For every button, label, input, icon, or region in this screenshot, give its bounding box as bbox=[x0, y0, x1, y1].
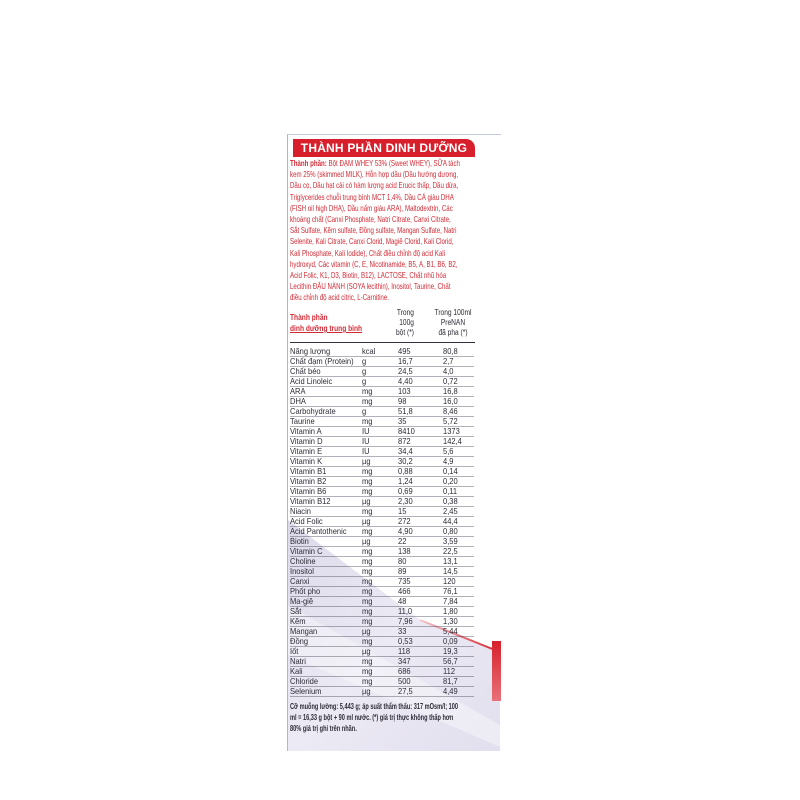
ingredients-line: hydroxyd, Các vitamin (C, E, Nicotinamide, B5, A, B1, B6, B2, bbox=[290, 258, 458, 269]
ingredients-line: (FISH oil high DHA), Dầu nấm giàu ARA), Maltodextrin, Các bbox=[290, 202, 453, 213]
value-per-100ml-prepared: 80,8 bbox=[443, 347, 458, 356]
value-per-100ml-prepared: 1,80 bbox=[443, 607, 458, 616]
header-divider bbox=[290, 342, 475, 343]
value-per-100ml-prepared: 14,5 bbox=[443, 567, 458, 576]
ingredients-line bbox=[290, 158, 460, 169]
nutrient-row bbox=[290, 647, 474, 657]
nutrition-label bbox=[287, 134, 501, 751]
value-per-100ml-prepared: 13,1 bbox=[443, 557, 458, 566]
nutrient-name: Vitamin B6 bbox=[290, 487, 327, 496]
value-per-100g-powder: 98 bbox=[398, 397, 407, 406]
value-per-100g-powder: 2,30 bbox=[398, 497, 413, 506]
nutrient-row bbox=[290, 667, 474, 677]
ingredients-line: Triglycerides chuỗi trung bình MCT 1,4%, Dầu CÁ giàu DHA bbox=[290, 191, 454, 202]
nutrient-row bbox=[290, 657, 474, 667]
nutrient-row bbox=[290, 607, 474, 617]
value-per-100g-powder: 80 bbox=[398, 557, 407, 566]
value-per-100ml-prepared: 120 bbox=[443, 577, 456, 586]
nutrient-unit: g bbox=[362, 377, 367, 386]
ingredients-line: Acid Folic, K1, D3, Biotin, B12), LACTOSE, Chất nhũ hóa bbox=[290, 269, 447, 280]
value-per-100ml-prepared: 0,72 bbox=[443, 377, 458, 386]
ingredients-paragraph bbox=[290, 158, 474, 303]
nutrient-unit: mg bbox=[362, 597, 373, 606]
nutrient-unit: mg bbox=[362, 507, 373, 516]
ingredients-line: Lecithin ĐẬU NÀNH (SOYA lecithin), Inositol, Taurine, Chất bbox=[290, 281, 451, 292]
value-per-100g-powder: 51,8 bbox=[398, 407, 413, 416]
nutrition-rows bbox=[290, 347, 474, 697]
nutrient-unit: IU bbox=[362, 437, 370, 446]
nutrient-row bbox=[290, 457, 474, 467]
nutrient-row bbox=[290, 567, 474, 577]
value-per-100ml-prepared: 5,6 bbox=[443, 447, 454, 456]
value-per-100ml-prepared: 2,7 bbox=[443, 357, 454, 366]
value-per-100g-powder: 138 bbox=[398, 547, 411, 556]
value-per-100ml-prepared: 81,7 bbox=[443, 677, 458, 686]
nutrient-name: Phốt pho bbox=[290, 587, 321, 596]
nutrient-unit: g bbox=[362, 367, 367, 376]
nutrient-row bbox=[290, 637, 474, 647]
nutrient-unit: mg bbox=[362, 667, 373, 676]
nutrient-name: Choline bbox=[290, 557, 316, 566]
nutrient-name: Iốt bbox=[290, 647, 299, 656]
value-per-100g-powder: 7,96 bbox=[398, 617, 413, 626]
nutrient-name: Carbohydrate bbox=[290, 407, 336, 416]
red-edge-strip bbox=[492, 641, 501, 701]
nutrient-unit: IU bbox=[362, 427, 370, 436]
value-per-100ml-prepared: 19,3 bbox=[443, 647, 458, 656]
nutrient-name: Sắt bbox=[290, 607, 302, 616]
ingredients-label: Thành phần: bbox=[290, 158, 327, 168]
table-header-name-line1: Thành phần bbox=[290, 312, 328, 322]
nutrient-unit: IU bbox=[362, 447, 370, 456]
nutrient-name: Canxi bbox=[290, 577, 310, 586]
nutrient-unit: mg bbox=[362, 567, 373, 576]
nutrient-row bbox=[290, 587, 474, 597]
nutrient-row bbox=[290, 347, 474, 357]
ingredients-line: khoáng chất (Canxi Phosphate, Natri Citrate, Canxi Citrate, bbox=[290, 213, 451, 224]
value-per-100g-powder: 33 bbox=[398, 627, 407, 636]
value-per-100g-powder: 0,53 bbox=[398, 637, 413, 646]
value-per-100g-powder: 466 bbox=[398, 587, 411, 596]
nutrient-name: Chất đạm (Protein) bbox=[290, 357, 354, 366]
nutrient-name: Vitamin E bbox=[290, 447, 323, 456]
nutrient-row bbox=[290, 377, 474, 387]
footnote bbox=[290, 701, 474, 734]
value-per-100ml-prepared: 142,4 bbox=[443, 437, 462, 446]
nutrient-name: Vitamin A bbox=[290, 427, 322, 436]
value-per-100ml-prepared: 0,80 bbox=[443, 527, 458, 536]
value-per-100g-powder: 272 bbox=[398, 517, 411, 526]
nutrient-name: Kẽm bbox=[290, 617, 306, 626]
value-per-100ml-prepared: 8,46 bbox=[443, 407, 458, 416]
nutrient-unit: µg bbox=[362, 687, 371, 696]
nutrient-name: Acid Folic bbox=[290, 517, 323, 526]
nutrient-name: Acid Linoleic bbox=[290, 377, 333, 386]
value-per-100ml-prepared: 5,44 bbox=[443, 627, 458, 636]
table-header-per-100g-powder bbox=[384, 308, 414, 338]
value-per-100g-powder: 22 bbox=[398, 537, 407, 546]
nutrient-name: Inositol bbox=[290, 567, 314, 576]
nutrient-unit: mg bbox=[362, 487, 373, 496]
table-header-per-100ml-prepared bbox=[428, 308, 478, 338]
value-per-100g-powder: 8410 bbox=[398, 427, 415, 436]
value-per-100ml-prepared: 4,9 bbox=[443, 457, 454, 466]
header-line: PreNAN bbox=[440, 318, 466, 327]
nutrient-unit: mg bbox=[362, 467, 373, 476]
header-line: bột (*) bbox=[395, 328, 414, 337]
nutrient-name: Niacin bbox=[290, 507, 311, 516]
value-per-100ml-prepared: 0,20 bbox=[443, 477, 458, 486]
value-per-100g-powder: 4,40 bbox=[398, 377, 413, 386]
nutrient-name: Acid Pantothenic bbox=[290, 527, 347, 536]
header-line: 100g bbox=[399, 318, 414, 327]
value-per-100g-powder: 30,2 bbox=[398, 457, 413, 466]
ingredients-text: Bột ĐẠM WHEY 53% (Sweet WHEY), SỮA tách bbox=[328, 158, 460, 168]
nutrient-name: Vitamin K bbox=[290, 457, 323, 466]
value-per-100g-powder: 118 bbox=[398, 647, 411, 656]
nutrient-name: Đồng bbox=[290, 637, 309, 646]
nutrient-name: Vitamin B12 bbox=[290, 497, 331, 506]
nutrient-unit: mg bbox=[362, 527, 373, 536]
nutrient-unit: kcal bbox=[362, 347, 376, 356]
nutrient-row bbox=[290, 497, 474, 507]
value-per-100g-powder: 89 bbox=[398, 567, 407, 576]
value-per-100g-powder: 1,24 bbox=[398, 477, 413, 486]
nutrient-name: Năng lượng bbox=[290, 347, 331, 356]
nutrient-unit: mg bbox=[362, 637, 373, 646]
value-per-100ml-prepared: 3,59 bbox=[443, 537, 458, 546]
nutrient-row bbox=[290, 427, 474, 437]
value-per-100g-powder: 0,88 bbox=[398, 467, 413, 476]
value-per-100g-powder: 500 bbox=[398, 677, 411, 686]
nutrient-name: Natri bbox=[290, 657, 306, 666]
nutrient-unit: µg bbox=[362, 647, 371, 656]
nutrient-row bbox=[290, 677, 474, 687]
nutrient-name: Ma-giê bbox=[290, 597, 314, 606]
value-per-100ml-prepared: 22,5 bbox=[443, 547, 458, 556]
nutrient-name: Chất béo bbox=[290, 367, 321, 376]
value-per-100ml-prepared: 112 bbox=[443, 667, 456, 676]
footnote-line: Cỡ muỗng lường: 5,443 g; áp suất thẩm thấu: 317 mOsm/l; 100 bbox=[290, 702, 459, 711]
nutrient-unit: mg bbox=[362, 387, 373, 396]
value-per-100ml-prepared: 1,30 bbox=[443, 617, 458, 626]
value-per-100g-powder: 11,0 bbox=[398, 607, 413, 616]
nutrient-unit: mg bbox=[362, 417, 373, 426]
nutrient-row bbox=[290, 577, 474, 587]
nutrient-row bbox=[290, 357, 474, 367]
nutrient-row bbox=[290, 627, 474, 637]
nutrient-name: Taurine bbox=[290, 417, 315, 426]
value-per-100g-powder: 48 bbox=[398, 597, 407, 606]
nutrient-name: Mangan bbox=[290, 627, 318, 636]
nutrient-row bbox=[290, 477, 474, 487]
value-per-100ml-prepared: 16,8 bbox=[443, 387, 458, 396]
nutrient-row bbox=[290, 507, 474, 517]
nutrient-row bbox=[290, 417, 474, 427]
value-per-100g-powder: 347 bbox=[398, 657, 411, 666]
nutrient-unit: mg bbox=[362, 677, 373, 686]
nutrient-row bbox=[290, 527, 474, 537]
ingredients-line: Kali Phosphate, Kali Iodide), Chất điều chỉnh độ acid Kali bbox=[290, 247, 445, 258]
nutrient-row bbox=[290, 467, 474, 477]
value-per-100g-powder: 872 bbox=[398, 437, 411, 446]
nutrient-unit: mg bbox=[362, 577, 373, 586]
nutrient-unit: µg bbox=[362, 517, 371, 526]
value-per-100ml-prepared: 7,84 bbox=[443, 597, 458, 606]
value-per-100ml-prepared: 1373 bbox=[443, 427, 460, 436]
nutrient-unit: mg bbox=[362, 587, 373, 596]
nutrient-row bbox=[290, 407, 474, 417]
nutrient-unit: µg bbox=[362, 627, 371, 636]
nutrient-row bbox=[290, 547, 474, 557]
footnote-line: 80% giá trị ghi trên nhãn. bbox=[290, 724, 357, 733]
table-header-name-line2: dinh dưỡng trung bình bbox=[290, 323, 363, 333]
nutrient-row bbox=[290, 397, 474, 407]
nutrient-name: Vitamin C bbox=[290, 547, 323, 556]
value-per-100g-powder: 686 bbox=[398, 667, 411, 676]
value-per-100ml-prepared: 44,4 bbox=[443, 517, 458, 526]
nutrient-unit: mg bbox=[362, 557, 373, 566]
nutrient-row bbox=[290, 617, 474, 627]
nutrient-row bbox=[290, 537, 474, 547]
header-line: Trong 100ml bbox=[434, 308, 472, 317]
nutrient-unit: mg bbox=[362, 477, 373, 486]
value-per-100g-powder: 15 bbox=[398, 507, 407, 516]
nutrient-row bbox=[290, 517, 474, 527]
nutrient-unit: mg bbox=[362, 607, 373, 616]
value-per-100g-powder: 4,90 bbox=[398, 527, 413, 536]
nutrient-row bbox=[290, 487, 474, 497]
section-title-banner: THÀNH PHẦN DINH DƯỠNG bbox=[293, 139, 475, 157]
value-per-100g-powder: 35 bbox=[398, 417, 407, 426]
value-per-100ml-prepared: 0,38 bbox=[443, 497, 458, 506]
nutrient-row bbox=[290, 447, 474, 457]
nutrient-name: Vitamin D bbox=[290, 437, 323, 446]
value-per-100ml-prepared: 5,72 bbox=[443, 417, 458, 426]
nutrient-name: Selenium bbox=[290, 687, 322, 696]
value-per-100g-powder: 27,5 bbox=[398, 687, 413, 696]
nutrient-name: DHA bbox=[290, 397, 306, 406]
nutrient-unit: µg bbox=[362, 537, 371, 546]
nutrient-row bbox=[290, 557, 474, 567]
nutrient-unit: mg bbox=[362, 617, 373, 626]
value-per-100g-powder: 735 bbox=[398, 577, 411, 586]
nutrient-unit: mg bbox=[362, 397, 373, 406]
nutrient-name: Kali bbox=[290, 667, 303, 676]
value-per-100ml-prepared: 56,7 bbox=[443, 657, 458, 666]
ingredients-line: điều chỉnh độ acid citric, L-Carnitine. bbox=[290, 292, 389, 303]
nutrient-row bbox=[290, 437, 474, 447]
value-per-100ml-prepared: 4,0 bbox=[443, 367, 454, 376]
value-per-100g-powder: 16,7 bbox=[398, 357, 413, 366]
value-per-100g-powder: 24,5 bbox=[398, 367, 413, 376]
value-per-100ml-prepared: 76,1 bbox=[443, 587, 458, 596]
nutrient-row bbox=[290, 387, 474, 397]
nutrient-row bbox=[290, 367, 474, 377]
nutrient-unit: mg bbox=[362, 547, 373, 556]
nutrient-unit: g bbox=[362, 407, 367, 416]
value-per-100g-powder: 0,69 bbox=[398, 487, 413, 496]
value-per-100ml-prepared: 2,45 bbox=[443, 507, 458, 516]
ingredients-line: Selenite, Kali Citrate, Canxi Clorid, Magiê Clorid, Kali Clorid, bbox=[290, 236, 454, 247]
value-per-100g-powder: 495 bbox=[398, 347, 411, 356]
header-line: đã pha (*) bbox=[438, 328, 468, 337]
value-per-100g-powder: 34,4 bbox=[398, 447, 413, 456]
nutrient-name: Vitamin B2 bbox=[290, 477, 327, 486]
value-per-100ml-prepared: 0,11 bbox=[443, 487, 458, 496]
nutrient-name: ARA bbox=[290, 387, 306, 396]
nutrient-unit: mg bbox=[362, 657, 373, 666]
value-per-100ml-prepared: 0,14 bbox=[443, 467, 458, 476]
nutrient-unit: µg bbox=[362, 457, 371, 466]
ingredients-line: kem 25% (skimmed MILK), Hỗn hợp dầu (Dầu hướng dương, bbox=[290, 169, 459, 180]
nutrient-name: Chloride bbox=[290, 677, 319, 686]
value-per-100ml-prepared: 0,09 bbox=[443, 637, 458, 646]
nutrient-row bbox=[290, 597, 474, 607]
value-per-100g-powder: 103 bbox=[398, 387, 411, 396]
nutrient-name: Vitamin B1 bbox=[290, 467, 327, 476]
nutrient-row bbox=[290, 687, 474, 697]
header-line: Trong bbox=[396, 308, 414, 317]
footnote-line: ml = 16,33 g bột + 90 ml nước. (*) giá trị thực không thấp hơn bbox=[290, 713, 454, 722]
value-per-100ml-prepared: 16,0 bbox=[443, 397, 458, 406]
nutrient-name: Biotin bbox=[290, 537, 309, 546]
value-per-100ml-prepared: 4,49 bbox=[443, 687, 458, 696]
ingredients-line: Sắt Sulfate, Kẽm sulfate, Đồng sulfate, Mangan Sulfate, Natri bbox=[290, 225, 457, 236]
nutrient-unit: µg bbox=[362, 497, 371, 506]
ingredients-line: Dầu cọ, Dầu hạt cải có hàm lượng acid Erucic thấp, Dầu dừa, bbox=[290, 180, 459, 191]
nutrient-unit: g bbox=[362, 357, 367, 366]
